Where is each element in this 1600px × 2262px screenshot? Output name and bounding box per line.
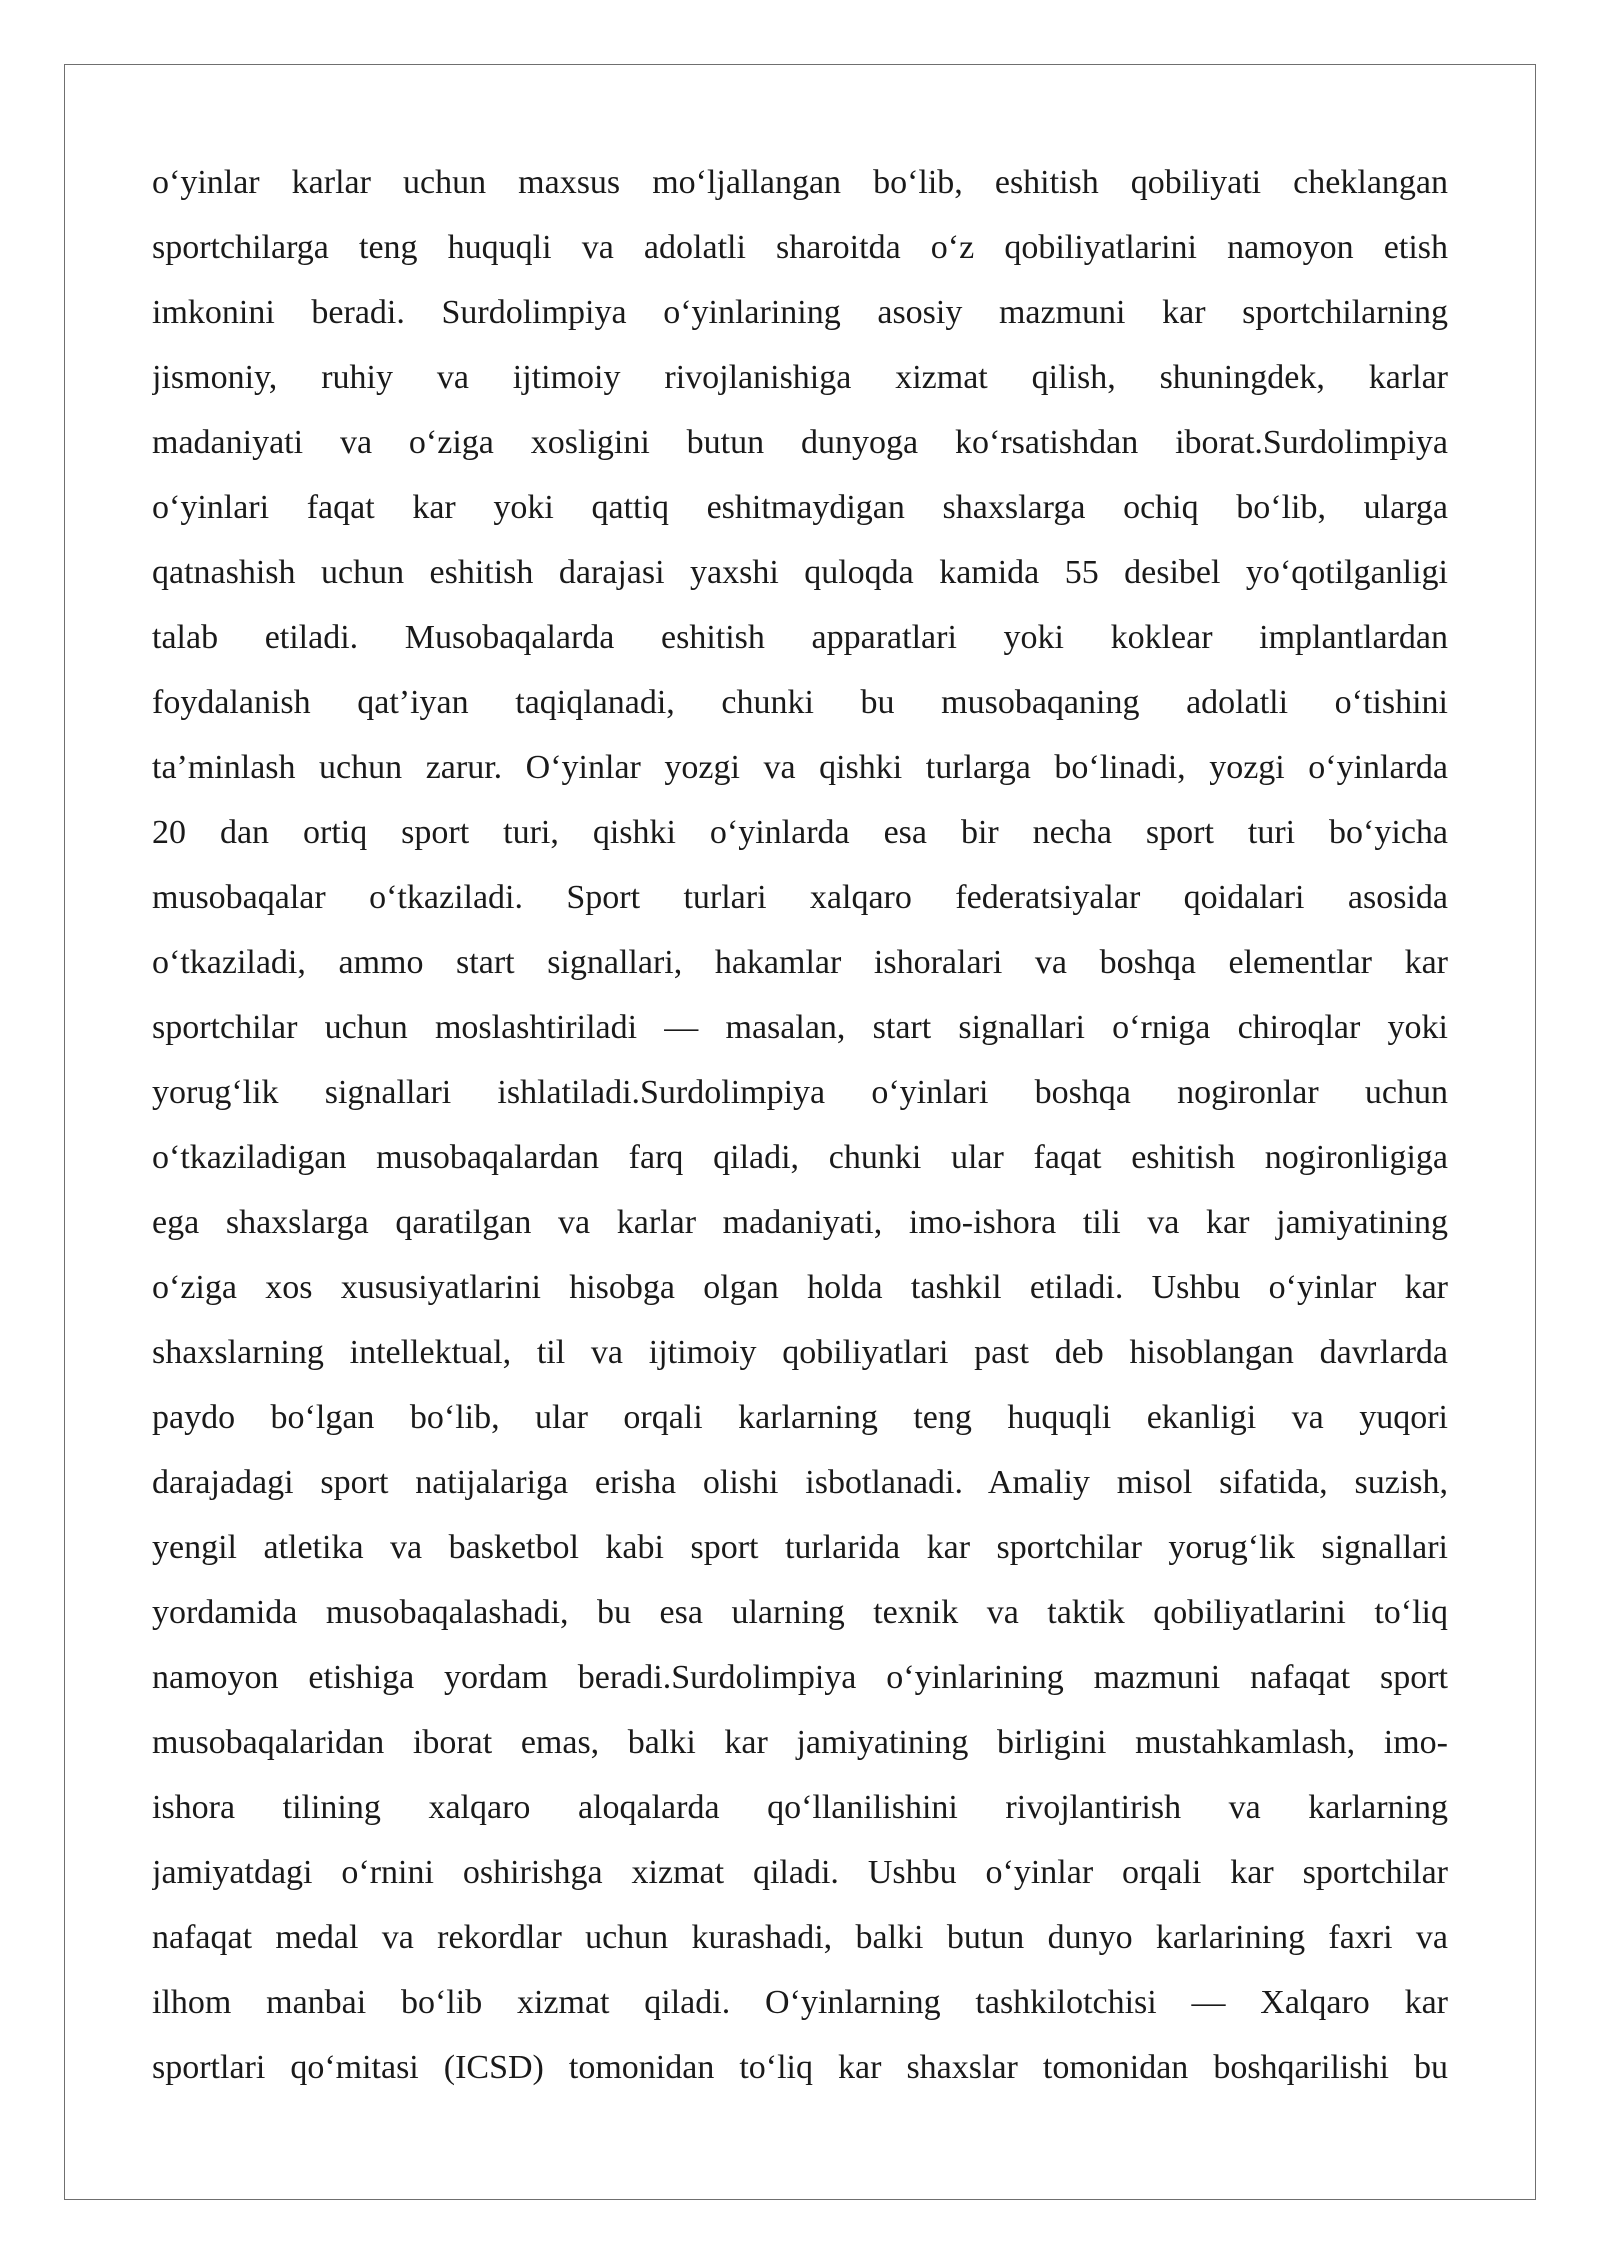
- text-line: sportlari qo‘mitasi (ICSD) tomonidan to‘liq kar shaxslar tomonidan boshqarilishi bu: [152, 2049, 1448, 2086]
- text-line: foydalanish qat’iyan taqiqlanadi, chunki bu musobaqaning adolatli o‘tishini: [152, 684, 1448, 721]
- text-line: yordamida musobaqalashadi, bu esa ularning texnik va taktik qobiliyatlarini to‘liq: [152, 1594, 1448, 1631]
- text-line: jismoniy, ruhiy va ijtimoiy rivojlanishiga xizmat qilish, shuningdek, karlar: [152, 359, 1448, 396]
- text-line: ishora tilining xalqaro aloqalarda qo‘llanilishini rivojlantirish va karlarning: [152, 1789, 1448, 1826]
- text-line: o‘ziga xos xususiyatlarini hisobga olgan holda tashkil etiladi. Ushbu o‘yinlar kar: [152, 1269, 1448, 1306]
- text-line: qatnashish uchun eshitish darajasi yaxshi quloqda kamida 55 desibel yo‘qotilganligi: [152, 554, 1448, 591]
- text-line: o‘tkaziladigan musobaqalardan farq qiladi, chunki ular faqat eshitish nogironligiga: [152, 1139, 1448, 1176]
- text-line: paydo bo‘lgan bo‘lib, ular orqali karlarning teng huquqli ekanligi va yuqori: [152, 1399, 1448, 1436]
- text-line: yengil atletika va basketbol kabi sport turlarida kar sportchilar yorug‘lik signallari: [152, 1529, 1448, 1566]
- text-line: sportchilarga teng huquqli va adolatli sharoitda o‘z qobiliyatlarini namoyon etish: [152, 229, 1448, 266]
- text-line: ega shaxslarga qaratilgan va karlar madaniyati, imo-ishora tili va kar jamiyatining: [152, 1204, 1448, 1241]
- text-line: musobaqalar o‘tkaziladi. Sport turlari xalqaro federatsiyalar qoidalari asosida: [152, 879, 1448, 916]
- text-line: nafaqat medal va rekordlar uchun kurashadi, balki butun dunyo karlarining faxri va: [152, 1919, 1448, 1956]
- text-line: ilhom manbai bo‘lib xizmat qiladi. O‘yinlarning tashkilotchisi — Xalqaro kar: [152, 1984, 1448, 2021]
- text-line: yorug‘lik signallari ishlatiladi.Surdolimpiya o‘yinlari boshqa nogironlar uchun: [152, 1074, 1448, 1111]
- text-line: musobaqalaridan iborat emas, balki kar jamiyatining birligini mustahkamlash, imo-: [152, 1724, 1448, 1761]
- text-line: namoyon etishiga yordam beradi.Surdolimpiya o‘yinlarining mazmuni nafaqat sport: [152, 1659, 1448, 1696]
- document-body: [152, 150, 1448, 2100]
- text-line: o‘tkaziladi, ammo start signallari, hakamlar ishoralari va boshqa elementlar kar: [152, 944, 1448, 981]
- text-line: o‘yinlar karlar uchun maxsus mo‘ljallangan bo‘lib, eshitish qobiliyati cheklangan: [152, 164, 1448, 201]
- text-line: ta’minlash uchun zarur. O‘yinlar yozgi va qishki turlarga bo‘linadi, yozgi o‘yinlarda: [152, 749, 1448, 786]
- text-line: shaxslarning intellektual, til va ijtimoiy qobiliyatlari past deb hisoblangan davrlarda: [152, 1334, 1448, 1371]
- text-line: jamiyatdagi o‘rnini oshirishga xizmat qiladi. Ushbu o‘yinlar orqali kar sportchilar: [152, 1854, 1448, 1891]
- text-line: madaniyati va o‘ziga xosligini butun dunyoga ko‘rsatishdan iborat.Surdolimpiya: [152, 424, 1448, 461]
- text-line: sportchilar uchun moslashtiriladi — masalan, start signallari o‘rniga chiroqlar yoki: [152, 1009, 1448, 1046]
- text-line: o‘yinlari faqat kar yoki qattiq eshitmaydigan shaxslarga ochiq bo‘lib, ularga: [152, 489, 1448, 526]
- text-line: 20 dan ortiq sport turi, qishki o‘yinlarda esa bir necha sport turi bo‘yicha: [152, 814, 1448, 851]
- text-line: talab etiladi. Musobaqalarda eshitish apparatlari yoki koklear implantlardan: [152, 619, 1448, 656]
- text-line: imkonini beradi. Surdolimpiya o‘yinlarining asosiy mazmuni kar sportchilarning: [152, 294, 1448, 331]
- text-line: darajadagi sport natijalariga erisha olishi isbotlanadi. Amaliy misol sifatida, suzish,: [152, 1464, 1448, 1501]
